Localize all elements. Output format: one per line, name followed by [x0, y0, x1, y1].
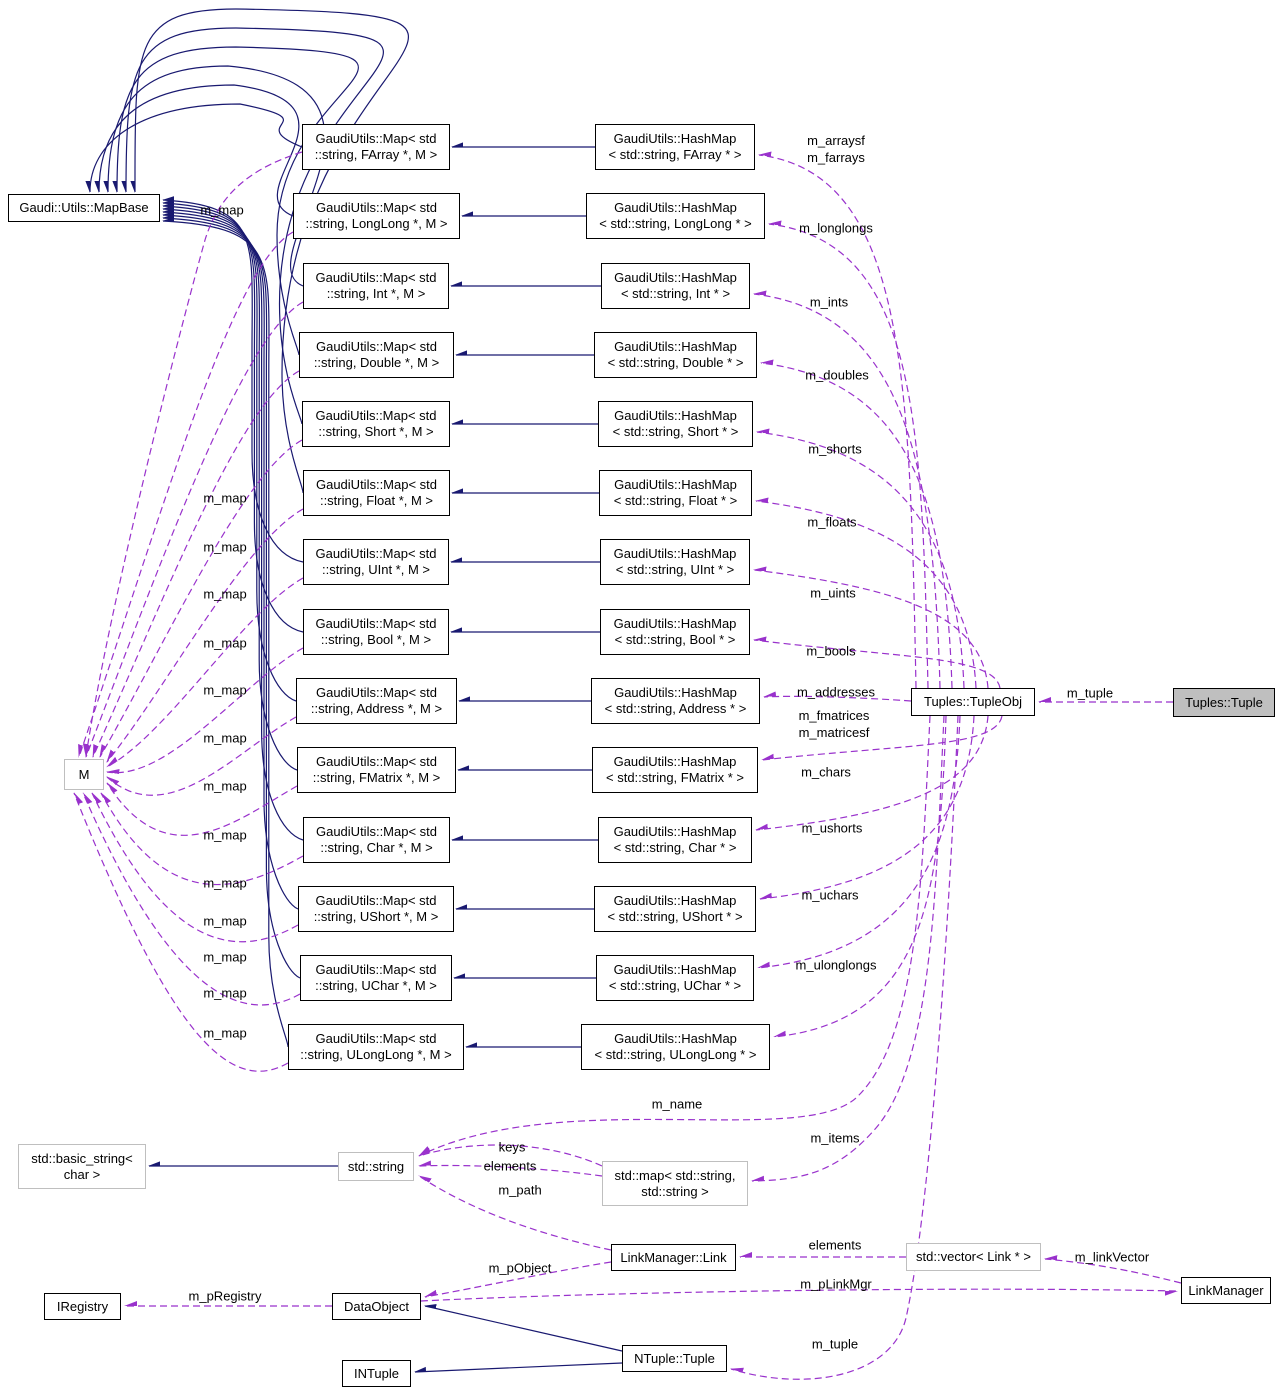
- node-hashmap-fmatrix[interactable]: [592, 747, 758, 793]
- node-hashmap-ulonglong-label: < std::string, ULongLong * >: [594, 1047, 757, 1062]
- node-hashmap-short-label: GaudiUtils::HashMap: [614, 408, 737, 423]
- node-hashmap-farray[interactable]: [595, 124, 755, 170]
- edge-m-map-ushort: [92, 793, 298, 942]
- edge-label-m-map-4-text: m_map: [203, 635, 247, 651]
- node-hashmap-ushort-label: GaudiUtils::HashMap: [613, 893, 737, 908]
- edge-label-m-linkvector: [1075, 1249, 1149, 1266]
- edge-label-member-farray: [807, 132, 865, 166]
- node-hashmap-char[interactable]: [598, 817, 752, 863]
- node-map-ulonglong[interactable]: [288, 1024, 464, 1070]
- edge-label-member-double: [805, 367, 869, 384]
- edge-label-member-int-text: m_ints: [809, 294, 849, 310]
- edge-tupleobj-m-items: [752, 716, 944, 1181]
- edge-label-member-fmatrix-text: m_matricesf: [798, 725, 870, 740]
- edge-label-m-name-text: m_name: [651, 1096, 703, 1112]
- edge-label-m-tuple-right: [1067, 685, 1113, 702]
- edge-m-map-farray: [86, 152, 302, 756]
- edge-label-m-pobject-text: m_pObject: [488, 1260, 552, 1276]
- node-hashmap-uchar-label: < std::string, UChar * >: [608, 978, 742, 993]
- node-linkmanager-link-label: LinkManager::Link: [620, 1249, 727, 1265]
- edge-label-member-int: [810, 294, 848, 311]
- edge-label-member-uchar-text: m_uchars: [801, 887, 859, 903]
- node-map-fmatrix-label: ::string, FMatrix *, M >: [312, 770, 441, 785]
- edge-label-m-map-11: [203, 949, 246, 966]
- node-hashmap-uint-label: < std::string, UInt * >: [615, 562, 735, 577]
- edge-label-m-map-5: [203, 682, 246, 699]
- node-iregistry-label: IRegistry: [56, 1298, 109, 1314]
- edge-label-m-map-1-text: m_map: [203, 490, 247, 506]
- node-hashmap-farray-label: < std::string, FArray * >: [608, 147, 742, 162]
- node-map-short[interactable]: [302, 401, 450, 447]
- edge-label-member-double-text: m_doubles: [805, 367, 869, 383]
- edge-m-map-double: [93, 371, 299, 757]
- edge-label-member-longlong: [799, 220, 873, 237]
- node-map-bool-label: GaudiUtils::Map< std: [315, 616, 437, 631]
- edge-uses-tupleobj-bool: [754, 640, 1000, 688]
- edge-label-m-items: [810, 1130, 859, 1147]
- edge-inherit-ntuple-intuple: [415, 1363, 622, 1372]
- node-hashmap-longlong-label: < std::string, LongLong * >: [599, 216, 752, 231]
- node-map-longlong-label: GaudiUtils::Map< std: [315, 200, 438, 215]
- edge-label-m-tuple-right-text: m_tuple: [1066, 685, 1114, 701]
- edge-label-member-address: [797, 684, 875, 701]
- edge-label-m-map-8: [203, 827, 246, 844]
- edge-label-m-items-text: m_items: [810, 1130, 860, 1146]
- edge-label-keys: [499, 1139, 526, 1156]
- edge-label-m-plinkmgr-text: m_pLinkMgr: [800, 1276, 872, 1292]
- edge-label-m-map-10-text: m_map: [203, 913, 247, 929]
- edge-label-m-map-3-text: m_map: [203, 586, 247, 602]
- node-hashmap-fmatrix-label: GaudiUtils::HashMap: [613, 754, 737, 769]
- node-hashmap-short[interactable]: [598, 401, 753, 447]
- edge-label-member-ushort-text: m_ushorts: [801, 820, 863, 836]
- node-tupleobj[interactable]: [911, 688, 1035, 716]
- node-map-short-label: ::string, Short *, M >: [318, 424, 434, 439]
- node-map-char[interactable]: [303, 817, 450, 863]
- edge-label-member-ulonglong: [796, 957, 877, 974]
- edge-label-m-pregistry: [189, 1288, 262, 1305]
- edge-label-member-float: [807, 514, 856, 531]
- node-std-string[interactable]: [338, 1152, 414, 1181]
- node-basic-string-label: std::basic_string<: [31, 1150, 133, 1166]
- node-map-bool-label: ::string, Bool *, M >: [320, 632, 432, 647]
- edge-label-member-address-text: m_addresses: [796, 684, 876, 700]
- edge-label-m-map-top: [200, 202, 243, 219]
- edge-label-elements-vector-text: elements: [808, 1237, 862, 1253]
- edge-label-m-path-text: m_path: [498, 1182, 542, 1198]
- edge-uses-tupleobj-int: [754, 294, 940, 688]
- node-hashmap-short-label: < std::string, Short * >: [612, 424, 739, 439]
- edge-uses-tupleobj-uint: [754, 570, 988, 688]
- edge-label-member-ushort: [802, 820, 863, 837]
- node-hashmap-char-label: < std::string, Char * >: [613, 840, 737, 855]
- node-map-float-label: GaudiUtils::Map< std: [315, 477, 438, 492]
- node-map-double-label: GaudiUtils::Map< std: [315, 339, 438, 354]
- edge-label-member-char-text: m_chars: [801, 764, 851, 780]
- edge-label-m-pregistry-text: m_pRegistry: [188, 1288, 262, 1304]
- node-hashmap-ushort-label: < std::string, UShort * >: [607, 909, 743, 924]
- node-map-longlong[interactable]: [293, 193, 460, 239]
- node-std-map-label: std::map< std::string,: [614, 1167, 736, 1183]
- edge-label-m-map-9-text: m_map: [203, 875, 247, 891]
- edge-label-m-map-9: [203, 875, 246, 892]
- edge-label-m-map-2-text: m_map: [203, 539, 247, 555]
- edge-label-member-farray-text: m_arraysf: [807, 133, 865, 148]
- node-intuple-label: INTuple: [353, 1365, 400, 1381]
- edge-label-member-short-text: m_shorts: [808, 441, 862, 457]
- edge-label-m-map-7-text: m_map: [203, 778, 247, 794]
- node-hashmap-bool[interactable]: [600, 609, 750, 655]
- node-tuple-label: Tuples::Tuple: [1185, 694, 1263, 710]
- edge-inherit-map-ushort: [163, 215, 298, 909]
- edge-label-member-uchar: [801, 887, 858, 904]
- node-hashmap-uchar-label: GaudiUtils::HashMap: [613, 962, 737, 977]
- node-map-ushort[interactable]: [298, 886, 454, 932]
- node-map-int-label: GaudiUtils::Map< std: [315, 270, 437, 285]
- node-map-float-label: ::string, Float *, M >: [319, 493, 434, 508]
- node-linkmanager-label: LinkManager: [1188, 1282, 1264, 1298]
- node-std-map-label: std::string >: [641, 1183, 709, 1199]
- node-map-farray-label: ::string, FArray *, M >: [314, 147, 438, 162]
- node-hashmap-double-label: < std::string, Double * >: [607, 355, 744, 370]
- edge-label-m-map-13: [203, 1025, 246, 1042]
- edge-inherit-map-int: [108, 66, 325, 286]
- node-hashmap-float-label: GaudiUtils::HashMap: [614, 477, 737, 492]
- node-map-uint-label: ::string, UInt *, M >: [321, 562, 430, 577]
- edge-uses-tupleobj-char: [756, 716, 988, 830]
- node-std-string-label: std::string: [347, 1158, 405, 1174]
- node-hashmap-address-label: GaudiUtils::HashMap: [614, 685, 737, 700]
- edge-label-member-longlong-text: m_longlongs: [799, 220, 873, 236]
- node-hashmap-fmatrix-label: < std::string, FMatrix * >: [606, 770, 744, 785]
- node-map-char-label: GaudiUtils::Map< std: [315, 824, 438, 839]
- node-hashmap-ushort[interactable]: [594, 886, 756, 932]
- node-hashmap-uint[interactable]: [600, 539, 750, 585]
- node-hashmap-ulonglong[interactable]: [581, 1024, 770, 1070]
- edge-m-map-address: [107, 717, 296, 795]
- edge-label-m-map-6-text: m_map: [203, 730, 247, 746]
- node-map-int-label: ::string, Int *, M >: [326, 286, 426, 301]
- node-linkmanager[interactable]: [1181, 1277, 1271, 1304]
- node-dataobject-label: DataObject: [343, 1298, 410, 1314]
- node-map-uchar[interactable]: [300, 955, 452, 1001]
- node-m[interactable]: [64, 759, 104, 790]
- node-hashmap-double-label: GaudiUtils::HashMap: [614, 339, 737, 354]
- node-dataobject[interactable]: [332, 1293, 421, 1320]
- edge-label-member-ulonglong-text: m_ulonglongs: [795, 957, 877, 973]
- edge-label-keys-text: keys: [498, 1139, 526, 1155]
- node-map-float[interactable]: [303, 470, 450, 516]
- node-hashmap-address[interactable]: [591, 678, 760, 724]
- edge-label-member-farray-text: m_farrays: [807, 150, 865, 165]
- node-hashmap-int-label: GaudiUtils::HashMap: [614, 270, 737, 285]
- edge-label-m-path: [498, 1182, 541, 1199]
- node-basic-string-label: char >: [63, 1166, 101, 1182]
- node-vector-link-label: std::vector< Link * >: [916, 1249, 1031, 1264]
- node-map-short-label: GaudiUtils::Map< std: [315, 408, 437, 423]
- edge-uses-tupleobj-ulonglong: [774, 716, 946, 1037]
- node-map-fmatrix-label: GaudiUtils::Map< std: [315, 754, 438, 769]
- node-map-farray[interactable]: [302, 124, 450, 170]
- edge-uses-tupleobj-short: [757, 432, 964, 688]
- node-map-farray-label: GaudiUtils::Map< std: [315, 131, 437, 146]
- node-hashmap-ulonglong-label: GaudiUtils::HashMap: [614, 1031, 737, 1046]
- node-std-map[interactable]: [602, 1161, 748, 1206]
- edge-label-m-map-3: [203, 586, 246, 603]
- node-map-address-label: ::string, Address *, M >: [310, 701, 443, 716]
- edge-label-member-bool-text: m_bools: [806, 643, 856, 659]
- edge-label-m-map-7: [203, 778, 246, 795]
- edge-label-member-uint-text: m_uints: [810, 585, 856, 601]
- node-hashmap-address-label: < std::string, Address * >: [604, 701, 747, 716]
- node-map-address[interactable]: [296, 678, 457, 724]
- edge-dataobject-m-plinkmgr: [421, 1289, 1177, 1301]
- edge-label-m-map-5-text: m_map: [203, 682, 247, 698]
- node-map-uchar-label: GaudiUtils::Map< std: [315, 962, 437, 977]
- edge-label-member-fmatrix-text: m_fmatrices: [798, 708, 870, 723]
- edge-label-m-tuple-bottom-text: m_tuple: [811, 1336, 859, 1352]
- node-m-label: M: [78, 766, 90, 782]
- node-map-char-label: ::string, Char *, M >: [320, 840, 433, 855]
- node-ntuple-tuple[interactable]: [622, 1345, 727, 1372]
- node-map-ushort-label: ::string, UShort *, M >: [313, 909, 439, 924]
- node-map-ushort-label: GaudiUtils::Map< std: [315, 893, 437, 908]
- edge-label-member-uint: [810, 585, 856, 602]
- edge-label-member-fmatrix: [799, 707, 870, 741]
- node-hashmap-double[interactable]: [594, 332, 757, 378]
- edge-label-m-map-top-text: m_map: [200, 202, 244, 218]
- node-hashmap-int-label: < std::string, Int * >: [620, 286, 731, 301]
- node-mapbase[interactable]: [8, 194, 160, 222]
- node-hashmap-uint-label: GaudiUtils::HashMap: [613, 546, 737, 561]
- edge-label-member-char: [801, 764, 851, 781]
- node-hashmap-longlong[interactable]: [586, 193, 765, 239]
- node-map-bool[interactable]: [303, 609, 449, 655]
- node-hashmap-bool-label: < std::string, Bool * >: [614, 632, 736, 647]
- node-linkmanager-link[interactable]: [611, 1244, 736, 1271]
- node-hashmap-float[interactable]: [599, 470, 752, 516]
- edge-label-m-map-4: [203, 635, 246, 652]
- node-mapbase-label: Gaudi::Utils::MapBase: [19, 200, 149, 215]
- edge-label-m-map-11-text: m_map: [203, 949, 247, 965]
- node-map-address-label: GaudiUtils::Map< std: [315, 685, 438, 700]
- edge-m-map-char: [101, 793, 303, 885]
- edge-label-m-map-1: [203, 490, 246, 507]
- edge-uses-tupleobj-ushort: [760, 716, 974, 899]
- node-vector-link[interactable]: [906, 1243, 1041, 1271]
- node-iregistry[interactable]: [44, 1293, 121, 1320]
- node-map-double-label: ::string, Double *, M >: [313, 355, 440, 370]
- node-intuple[interactable]: [342, 1360, 411, 1387]
- edge-inherit-map-address: [163, 206, 296, 701]
- node-map-uint-label: GaudiUtils::Map< std: [315, 546, 437, 561]
- node-hashmap-bool-label: GaudiUtils::HashMap: [613, 616, 737, 631]
- node-map-uint[interactable]: [303, 539, 449, 585]
- node-ntuple-tuple-label: NTuple::Tuple: [634, 1350, 715, 1366]
- node-hashmap-farray-label: GaudiUtils::HashMap: [613, 131, 737, 146]
- node-hashmap-char-label: GaudiUtils::HashMap: [613, 824, 737, 839]
- node-map-double[interactable]: [299, 332, 454, 378]
- edge-m-map-short: [100, 440, 302, 757]
- edge-label-elements-map: [484, 1158, 537, 1175]
- node-tuple[interactable]: [1173, 688, 1275, 717]
- edge-label-elements-map-text: elements: [483, 1158, 537, 1174]
- edge-label-elements-vector: [809, 1237, 862, 1254]
- edge-label-m-map-12-text: m_map: [203, 985, 247, 1001]
- node-map-int[interactable]: [303, 263, 449, 309]
- edge-label-m-plinkmgr: [800, 1276, 872, 1293]
- node-hashmap-int[interactable]: [601, 263, 750, 309]
- node-hashmap-float-label: < std::string, Float * >: [613, 493, 738, 508]
- node-tupleobj-label: Tuples::TupleObj: [923, 694, 1023, 709]
- node-map-ulonglong-label: ::string, ULongLong *, M >: [300, 1047, 452, 1062]
- edge-label-m-tuple-bottom: [812, 1336, 858, 1353]
- edge-label-m-map-6: [203, 730, 246, 747]
- node-map-ulonglong-label: GaudiUtils::Map< std: [315, 1031, 437, 1046]
- edge-label-m-map-2: [203, 539, 246, 556]
- node-map-longlong-label: ::string, LongLong *, M >: [305, 216, 448, 231]
- node-hashmap-longlong-label: GaudiUtils::HashMap: [614, 200, 737, 215]
- edge-uses-tupleobj-uchar: [758, 716, 960, 968]
- edge-label-m-map-8-text: m_map: [203, 827, 247, 843]
- edge-label-member-float-text: m_floats: [807, 514, 857, 530]
- edge-label-m-map-13-text: m_map: [203, 1025, 247, 1041]
- edge-label-m-name: [652, 1096, 703, 1113]
- node-map-uchar-label: ::string, UChar *, M >: [315, 978, 437, 993]
- edge-inherit-ntuple-dataobject: [425, 1306, 622, 1351]
- edge-label-m-map-10: [203, 913, 246, 930]
- edge-label-member-short: [808, 441, 861, 458]
- node-basic-string[interactable]: [18, 1144, 146, 1189]
- edge-m-map-bool: [107, 648, 303, 773]
- edge-label-member-bool: [806, 643, 855, 660]
- node-hashmap-uchar[interactable]: [596, 955, 754, 1001]
- node-map-fmatrix[interactable]: [297, 747, 456, 793]
- edge-label-m-linkvector-text: m_linkVector: [1074, 1249, 1150, 1265]
- edge-label-m-map-12: [203, 985, 246, 1002]
- edge-label-m-pobject: [489, 1260, 552, 1277]
